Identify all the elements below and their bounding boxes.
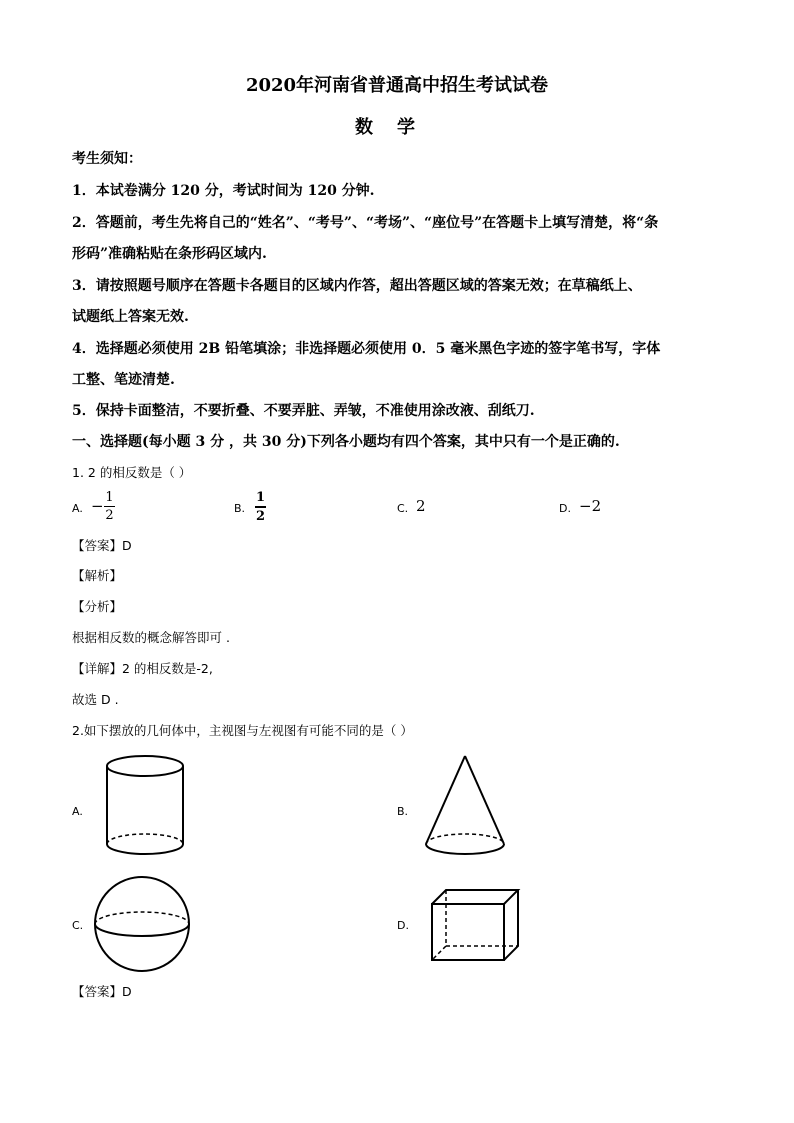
q1-fenxi-heading: 【分析】 [72,599,123,614]
fraction-numerator: 1 [255,490,266,505]
notice-item: 5．保持卡面整洁，不要折叠、不要弄脏、弄皱，不准使用涂改液、刮纸刀. [72,403,535,419]
notice-item: 1．本试卷满分 120 分，考试时间为 120 分钟. [72,183,375,199]
q1-option-a-fraction [104,490,115,523]
q1-option-b-label: B. [234,502,246,515]
fraction-denominator: 2 [105,508,114,523]
q2-option-c-label: C. [72,919,84,932]
fraction-bar [104,506,115,507]
cylinder-figure-icon [100,752,190,860]
question-2-stem: 2.如下摆放的几何体中，主视图与左视图有可能不同的是（ ） [72,723,413,738]
notice-item: 试题纸上答案无效. [72,309,189,325]
fraction-bar [255,506,266,508]
q2-answer: 【答案】D [72,984,132,999]
q1-answer: 【答案】D [72,538,132,553]
sphere-figure-icon [90,874,194,974]
q1-fenxi-text: 根据相反数的概念解答即可 . [72,630,230,645]
q1-option-c-label: C. [397,502,409,515]
page-title: 2020年河南省普通高中招生考试试卷 [245,75,549,96]
q2-option-d-label: D. [397,919,409,932]
notice-item: 形码”准确粘贴在条形码区域内. [72,246,267,262]
q1-conclusion: 故选 D . [72,692,119,707]
fraction-numerator: 1 [105,490,114,505]
notice-item: 工整、笔迹清楚. [72,372,175,388]
cone-figure-icon [420,752,510,860]
q1-option-b-fraction [255,490,266,524]
q1-option-d-label: D. [559,502,571,515]
notice-item: 2．答题前，考生先将自己的“姓名”、“考号”、“考场”、“座位号”在答题卡上填写清楚，将“条 [72,215,659,231]
notice-heading: 考生须知： [72,151,142,167]
page-subtitle: 数学 [355,117,439,138]
q2-option-b-label: B. [397,805,409,818]
q1-option-c-value: 2 [416,497,426,515]
q1-option-d-value: −2 [579,497,602,515]
cuboid-figure-icon [428,886,522,964]
section-heading: 一、选择题(每小题 3 分 ，共 30 分)下列各小题均有四个答案，其中只有一个是正确的. [72,434,620,450]
notice-item: 3．请按照题号顺序在答题卡各题目的区域内作答，超出答题区域的答案无效；在草稿纸上、 [72,278,642,294]
question-1-stem: 1. 2 的相反数是（ ） [72,465,192,480]
q1-analysis-heading: 【解析】 [72,568,123,583]
q1-detail: 【详解】2 的相反数是-2, [72,661,213,676]
notice-item: 4．选择题必须使用 2B 铅笔填涂；非选择题必须使用 0．5 毫米黑色字迹的签字笔书写，字体 [72,341,661,357]
q1-option-a-sign: − [91,497,104,515]
q2-option-a-label: A. [72,805,83,818]
q1-option-a-label: A. [72,502,83,515]
fraction-denominator: 2 [255,509,266,524]
